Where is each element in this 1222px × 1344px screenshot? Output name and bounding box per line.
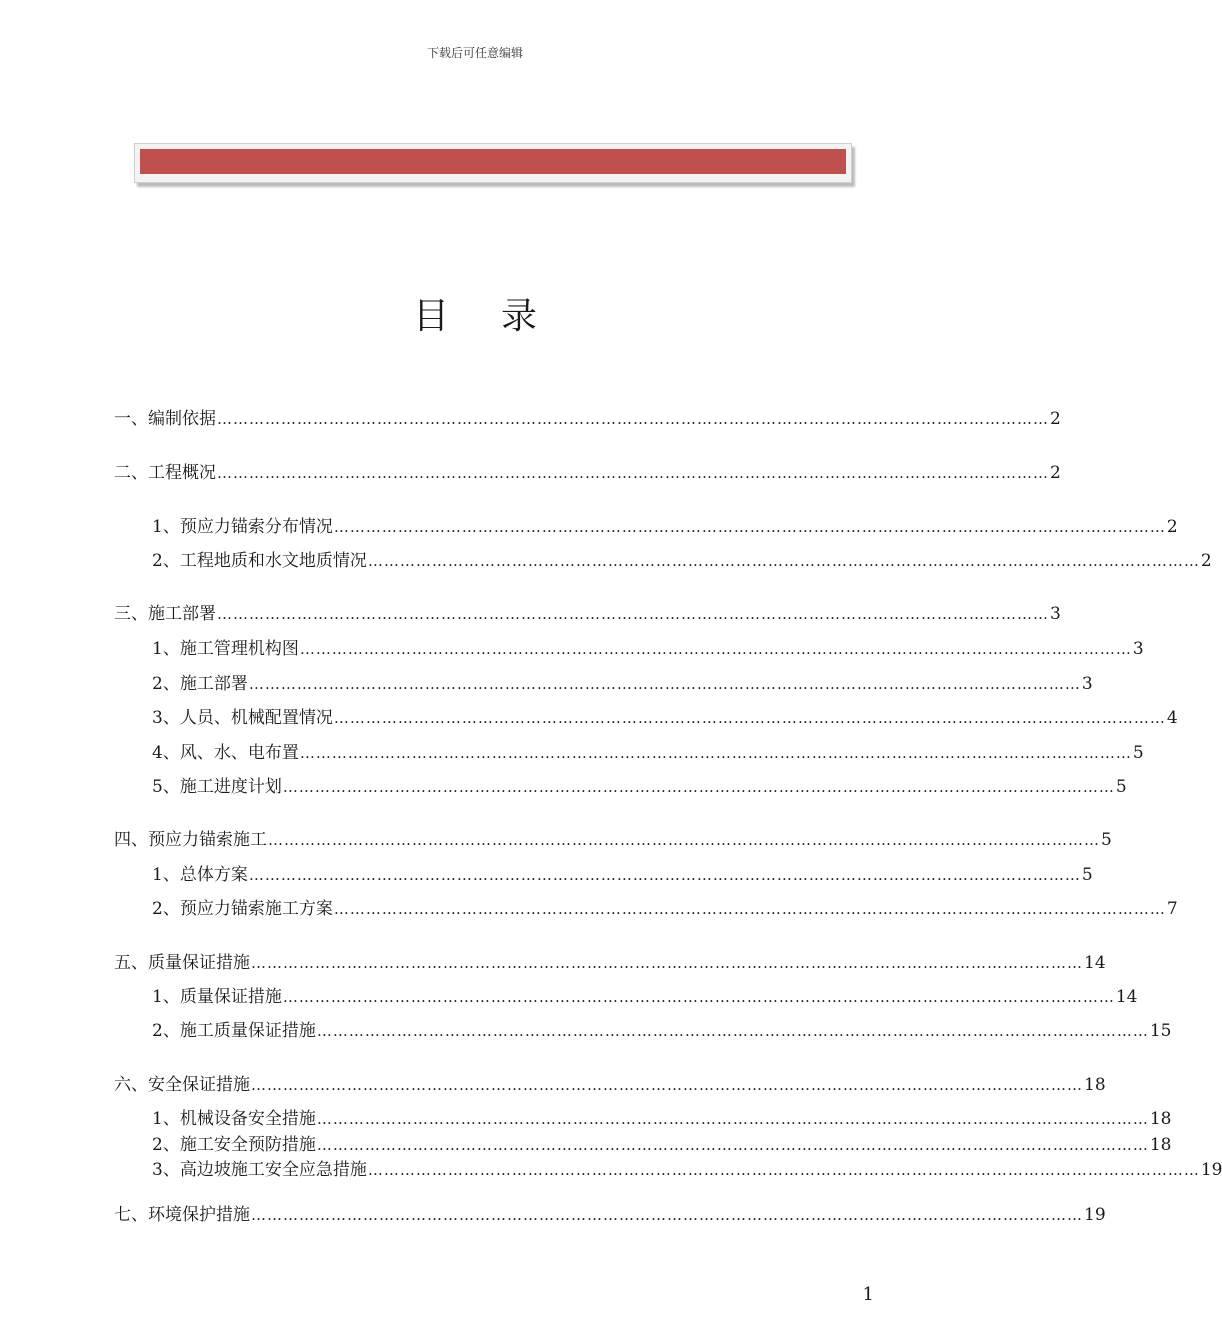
- toc-page: 5: [1132, 743, 1144, 763]
- toc-page: 5: [1115, 777, 1127, 797]
- toc-leader: …………………………………………………………………………………………………………………………………………: [217, 464, 1049, 482]
- toc-entry[interactable]: [152, 673, 1093, 695]
- toc-entry[interactable]: [152, 1159, 1222, 1181]
- toc-label: 一、编制依据: [114, 409, 216, 429]
- toc-page: 2: [1166, 517, 1178, 537]
- toc-page: 3: [1132, 639, 1144, 659]
- toc-entry[interactable]: [152, 742, 1144, 764]
- toc-label: 六、安全保证措施: [114, 1075, 250, 1095]
- toc-entry[interactable]: [152, 986, 1138, 1008]
- toc-label: 五、质量保证措施: [114, 953, 250, 973]
- page-number: 1: [862, 1284, 874, 1305]
- toc-label: 2、施工质量保证措施: [152, 1021, 316, 1041]
- toc-entry[interactable]: [152, 1108, 1172, 1130]
- toc-leader: …………………………………………………………………………………………………………………………………………: [333, 709, 1166, 727]
- toc-entry[interactable]: [152, 864, 1093, 886]
- toc-entry[interactable]: [114, 408, 1061, 430]
- toc-entry[interactable]: [114, 952, 1106, 974]
- toc-entry[interactable]: [114, 829, 1112, 851]
- toc-leader: …………………………………………………………………………………………………………………………………………: [299, 744, 1132, 762]
- header-note: 下载后可任意编辑: [426, 46, 523, 60]
- toc-label: 2、施工部署: [152, 674, 248, 694]
- toc-label: 1、机械设备安全措施: [152, 1109, 316, 1129]
- toc-entry[interactable]: [114, 1074, 1106, 1096]
- toc-page: 7: [1166, 899, 1178, 919]
- toc-page: 3: [1050, 604, 1061, 624]
- toc-page: 4: [1166, 708, 1178, 728]
- toc-label: 2、预应力锚索施工方案: [152, 899, 333, 919]
- toc-page: 3: [1081, 674, 1093, 694]
- toc-leader: …………………………………………………………………………………………………………………………………………: [367, 552, 1200, 570]
- toc-leader: …………………………………………………………………………………………………………………………………………: [282, 778, 1115, 796]
- toc-label: 5、施工进度计划: [152, 777, 282, 797]
- toc-entry[interactable]: [152, 1134, 1172, 1156]
- toc-leader: …………………………………………………………………………………………………………………………………………: [251, 954, 1083, 972]
- toc-label: 四、预应力锚索施工: [114, 830, 267, 850]
- toc-entry[interactable]: [152, 638, 1144, 660]
- toc-label: 二、工程概况: [114, 463, 216, 483]
- toc-entry[interactable]: [152, 1020, 1172, 1042]
- toc-leader: …………………………………………………………………………………………………………………………………………: [251, 1206, 1083, 1224]
- toc-page: 18: [1149, 1109, 1172, 1129]
- toc-label: 七、环境保护措施: [114, 1205, 250, 1225]
- banner-bar: [140, 149, 846, 174]
- toc-page: 15: [1149, 1021, 1172, 1041]
- toc-entry[interactable]: [152, 516, 1178, 538]
- toc-entry[interactable]: [152, 898, 1178, 920]
- toc-page: 5: [1101, 830, 1112, 850]
- toc-page: 2: [1050, 409, 1061, 429]
- toc-leader: …………………………………………………………………………………………………………………………………………: [367, 1161, 1200, 1179]
- toc-page: 19: [1200, 1160, 1222, 1180]
- toc-label: 4、风、水、电布置: [152, 743, 299, 763]
- toc-label: 2、工程地质和水文地质情况: [152, 551, 367, 571]
- toc-leader: …………………………………………………………………………………………………………………………………………: [333, 900, 1166, 918]
- decorative-banner: [134, 143, 852, 183]
- toc-leader: …………………………………………………………………………………………………………………………………………: [282, 988, 1115, 1006]
- toc-leader: …………………………………………………………………………………………………………………………………………: [316, 1022, 1149, 1040]
- toc-entry[interactable]: [114, 462, 1061, 484]
- toc-label: 2、施工安全预防措施: [152, 1135, 316, 1155]
- toc-label: 1、预应力锚索分布情况: [152, 517, 333, 537]
- toc-leader: …………………………………………………………………………………………………………………………………………: [268, 831, 1100, 849]
- toc-entry[interactable]: [152, 550, 1212, 572]
- toc-entry[interactable]: [114, 1204, 1106, 1226]
- toc-entry[interactable]: [152, 776, 1127, 798]
- toc-label: 三、施工部署: [114, 604, 216, 624]
- toc-label: 3、人员、机械配置情况: [152, 708, 333, 728]
- toc-leader: …………………………………………………………………………………………………………………………………………: [316, 1136, 1149, 1154]
- toc-page: 18: [1084, 1075, 1106, 1095]
- toc-leader: …………………………………………………………………………………………………………………………………………: [217, 605, 1049, 623]
- toc-leader: …………………………………………………………………………………………………………………………………………: [217, 410, 1049, 428]
- toc-leader: …………………………………………………………………………………………………………………………………………: [251, 1076, 1083, 1094]
- toc-leader: …………………………………………………………………………………………………………………………………………: [248, 866, 1081, 884]
- toc-leader: …………………………………………………………………………………………………………………………………………: [316, 1110, 1149, 1128]
- toc-leader: …………………………………………………………………………………………………………………………………………: [333, 518, 1166, 536]
- toc-page: 5: [1081, 865, 1093, 885]
- toc-page: 14: [1084, 953, 1106, 973]
- page-title: 目录: [412, 296, 589, 337]
- toc-label: 1、施工管理机构图: [152, 639, 299, 659]
- toc-entry[interactable]: [114, 603, 1061, 625]
- toc-page: 19: [1084, 1205, 1106, 1225]
- toc-page: 14: [1115, 987, 1138, 1007]
- toc-page: 2: [1050, 463, 1061, 483]
- toc-label: 1、总体方案: [152, 865, 248, 885]
- toc-entry[interactable]: [152, 707, 1178, 729]
- toc-leader: …………………………………………………………………………………………………………………………………………: [248, 675, 1081, 693]
- toc-leader: …………………………………………………………………………………………………………………………………………: [299, 640, 1132, 658]
- toc-label: 1、质量保证措施: [152, 987, 282, 1007]
- toc-page: 2: [1200, 551, 1212, 571]
- toc-label: 3、高边坡施工安全应急措施: [152, 1160, 367, 1180]
- toc-page: 18: [1149, 1135, 1172, 1155]
